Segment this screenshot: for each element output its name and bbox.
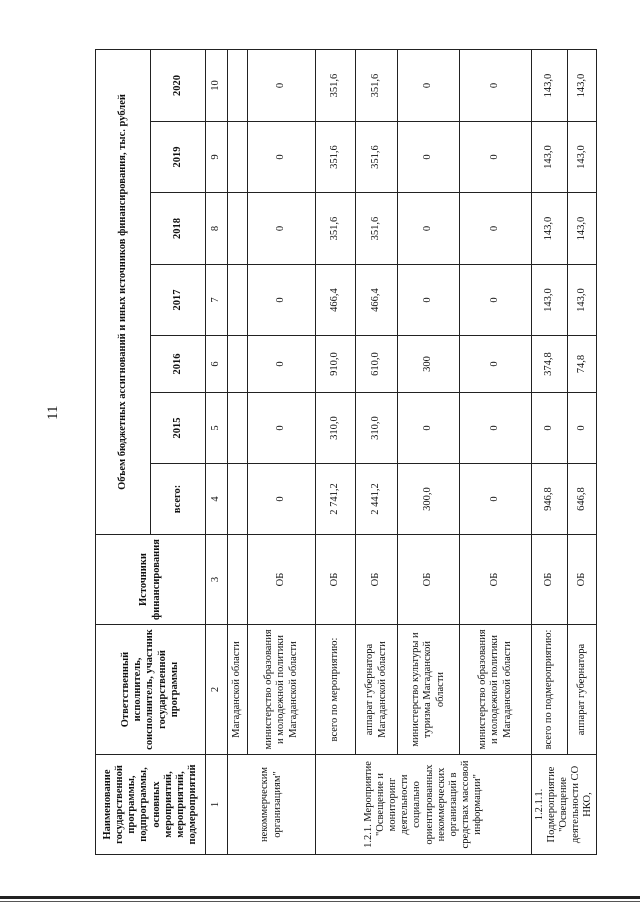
- financing-table-wrapper: [95, 50, 594, 855]
- cell-value: 143,0: [532, 122, 568, 193]
- cell-value: 0: [460, 464, 532, 535]
- cell-value: 466,4: [316, 265, 356, 336]
- cell-value: [228, 464, 248, 535]
- cell-source: ОБ: [248, 535, 316, 625]
- table-row: [532, 49, 568, 854]
- cell-value: 351,6: [316, 122, 356, 193]
- cell-value: 143,0: [567, 265, 596, 336]
- header-total: всего:: [151, 464, 206, 535]
- cell-name: 1.2.1. Мероприятие "Освещение и мониторинг деятельности социально ориентированных некоммерческих организаций в средствах массовой информации": [316, 755, 532, 855]
- table-row: [567, 49, 596, 854]
- cell-value: 466,4: [356, 265, 398, 336]
- cell-value: 910,0: [316, 336, 356, 393]
- cell-value: [228, 49, 248, 121]
- cell-executor: министерство культуры и туризма Магаданской области: [398, 625, 460, 755]
- cell-value: [228, 122, 248, 193]
- column-number: 10: [206, 49, 228, 121]
- cell-executor: министерство образования и молодежной политики Магаданской области: [460, 625, 532, 755]
- cell-value: 0: [460, 265, 532, 336]
- cell-executor: аппарат губернатора Магаданской области: [356, 625, 398, 755]
- cell-source: ОБ: [532, 535, 568, 625]
- page-bottom-rule-thin: [0, 901, 640, 902]
- cell-value: 0: [398, 122, 460, 193]
- column-number: 4: [206, 464, 228, 535]
- cell-value: 0: [248, 49, 316, 121]
- cell-value: 946,8: [532, 464, 568, 535]
- header-executor: Ответственный исполнитель, соисполнитель, участник государственной программы: [96, 625, 206, 755]
- cell-value: 2 441,2: [356, 464, 398, 535]
- cell-value: 143,0: [567, 122, 596, 193]
- cell-value: 143,0: [532, 193, 568, 265]
- header-name: Наименование государственной программы, подпрограммы, основных мероприятий, мероприятий, подмероприятий: [96, 755, 206, 855]
- cell-value: 646,8: [567, 464, 596, 535]
- cell-source: ОБ: [460, 535, 532, 625]
- cell-value: 610,0: [356, 336, 398, 393]
- cell-value: 0: [398, 265, 460, 336]
- header-sources: Источники финансирования: [96, 535, 206, 625]
- cell-value: 0: [248, 464, 316, 535]
- cell-value: [228, 265, 248, 336]
- cell-value: 0: [398, 49, 460, 121]
- cell-value: 0: [398, 193, 460, 265]
- cell-value: [228, 393, 248, 464]
- column-number: 2: [206, 625, 228, 755]
- cell-name: некоммерческим организациям": [228, 755, 316, 855]
- column-number: 9: [206, 122, 228, 193]
- column-number: 6: [206, 336, 228, 393]
- table-row: [248, 49, 316, 854]
- column-number: 3: [206, 535, 228, 625]
- cell-value: 351,6: [356, 122, 398, 193]
- page-bottom-rule: [0, 896, 640, 899]
- cell-executor: всего по подмероприятию:: [532, 625, 568, 755]
- cell-value: 0: [398, 393, 460, 464]
- cell-value: 351,6: [316, 193, 356, 265]
- cell-value: 0: [460, 49, 532, 121]
- header-year: 2018: [151, 193, 206, 265]
- cell-value: 0: [248, 265, 316, 336]
- header-year: 2019: [151, 122, 206, 193]
- cell-executor: аппарат губернатора: [567, 625, 596, 755]
- cell-value: 0: [248, 122, 316, 193]
- cell-value: 0: [248, 336, 316, 393]
- column-number: 7: [206, 265, 228, 336]
- cell-value: 0: [567, 393, 596, 464]
- cell-value: 310,0: [356, 393, 398, 464]
- table-row: [316, 49, 356, 854]
- header-year: 2020: [151, 49, 206, 121]
- cell-value: 351,6: [356, 193, 398, 265]
- cell-value: 0: [460, 193, 532, 265]
- header-volume: Объем бюджетных ассигнований и иных источников финансирования, тыс. рублей: [96, 49, 151, 534]
- header-year: 2016: [151, 336, 206, 393]
- cell-value: 0: [460, 336, 532, 393]
- cell-value: 0: [460, 122, 532, 193]
- cell-value: 0: [532, 393, 568, 464]
- cell-value: 300: [398, 336, 460, 393]
- column-number: 8: [206, 193, 228, 265]
- cell-value: 143,0: [567, 49, 596, 121]
- cell-value: 143,0: [532, 265, 568, 336]
- cell-executor: Магаданской области: [228, 625, 248, 755]
- cell-value: 0: [248, 193, 316, 265]
- table-row: [460, 49, 532, 854]
- cell-value: 2 741,2: [316, 464, 356, 535]
- cell-value: 374,8: [532, 336, 568, 393]
- cell-value: 74,8: [567, 336, 596, 393]
- cell-value: 300,0: [398, 464, 460, 535]
- cell-source: ОБ: [398, 535, 460, 625]
- cell-name: 1.2.1.1. Подмероприятие "Освещение деятельности СО НКО,: [532, 755, 597, 855]
- table-row: [228, 49, 248, 854]
- column-number: 1: [206, 755, 228, 855]
- cell-executor: всего по мероприятию:: [316, 625, 356, 755]
- cell-value: 143,0: [567, 193, 596, 265]
- table-row: [356, 49, 398, 854]
- cell-value: 0: [460, 393, 532, 464]
- cell-value: 0: [248, 393, 316, 464]
- table-row: [398, 49, 460, 854]
- header-year: 2015: [151, 393, 206, 464]
- cell-value: 310,0: [316, 393, 356, 464]
- cell-value: [228, 336, 248, 393]
- column-number: 5: [206, 393, 228, 464]
- cell-source: [228, 535, 248, 625]
- page-number: 11: [45, 405, 61, 420]
- cell-source: ОБ: [316, 535, 356, 625]
- cell-source: ОБ: [356, 535, 398, 625]
- cell-source: ОБ: [567, 535, 596, 625]
- financing-table: [95, 49, 597, 855]
- cell-value: [228, 193, 248, 265]
- header-year: 2017: [151, 265, 206, 336]
- cell-value: 143,0: [532, 49, 568, 121]
- cell-value: 351,6: [356, 49, 398, 121]
- cell-executor: министерство образования и молодежной политики Магаданской области: [248, 625, 316, 755]
- cell-value: 351,6: [316, 49, 356, 121]
